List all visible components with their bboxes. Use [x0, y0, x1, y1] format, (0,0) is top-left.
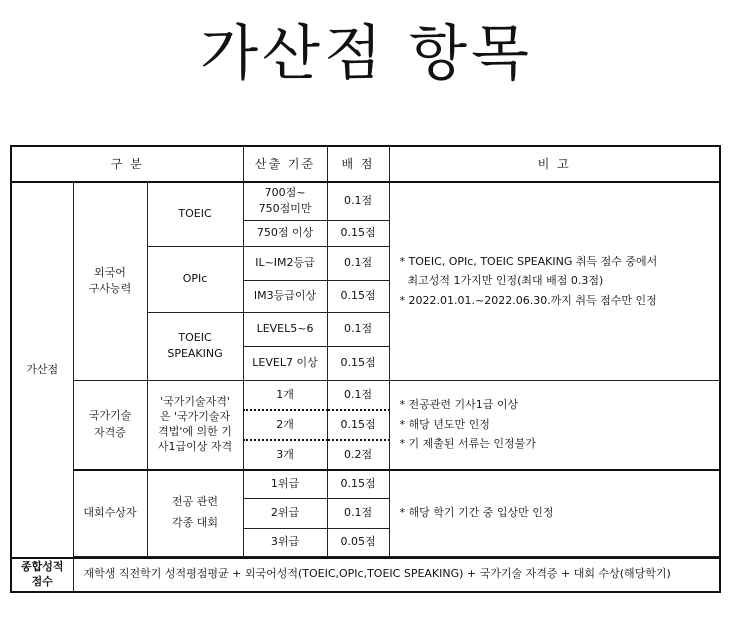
bonus-points-table: [10, 145, 721, 593]
national-desc: '국가기술자격' 은 '국가기술자 격법'에 의한 기 사1급이상 자격: [147, 380, 243, 470]
national-notes: [389, 380, 720, 470]
award-desc: 전공 관련 각종 대회: [147, 470, 243, 556]
criteria-cell: LEVEL5~6: [243, 312, 327, 346]
page-title: 가산점 항목: [200, 19, 533, 89]
points-cell: 0.15점: [327, 470, 389, 498]
note-line: * 2022.01.01.~2022.06.30.까지 취득 점수만 인정: [399, 293, 657, 307]
note-line: * 전공관련 기사1급 이상: [399, 398, 519, 411]
award-notes: [389, 470, 720, 556]
test-name: TOEIC: [147, 182, 243, 246]
points-cell: 0.2점: [327, 440, 389, 470]
criteria-cell: 3개: [243, 440, 327, 470]
points-cell: 0.1점: [327, 246, 389, 280]
note-line: * 해당 학기 기간 중 입상만 인정: [399, 506, 554, 519]
summary-text: 재학생 직전학기 성적평점평균 + 외국어성적(TOEIC,OPIc,TOEIC SPEAKING) + 국가기술 자격증 + 대회 수상(해당학기): [73, 558, 720, 592]
criteria-cell: 1위급: [243, 470, 327, 498]
language-label: 외국어 구사능력: [73, 182, 147, 380]
note-line: * TOEIC, OPIc, TOEIC SPEAKING 취득 점수 중에서: [399, 254, 658, 268]
criteria-cell: 2개: [243, 410, 327, 440]
criteria-cell: 1개: [243, 380, 327, 410]
header-row: [11, 146, 720, 182]
criteria-cell: 2위급: [243, 498, 327, 528]
criteria-cell: IL~IM2등급: [243, 246, 327, 280]
summary-label: 종합성적 점수: [11, 558, 73, 592]
note-line: * 해당 년도만 인정: [399, 417, 490, 431]
header-criteria: 산출 기준: [243, 146, 327, 182]
points-cell: 0.05점: [327, 528, 389, 556]
language-notes: [389, 182, 720, 380]
points-cell: 0.1점: [327, 312, 389, 346]
summary-row: [11, 558, 720, 592]
criteria-cell: 3위급: [243, 528, 327, 556]
header-category: 구 분: [11, 146, 243, 182]
test-name: OPIc: [147, 246, 243, 312]
test-name: TOEIC SPEAKING: [147, 312, 243, 380]
header-points: 배 점: [327, 146, 389, 182]
table-row: [11, 380, 720, 410]
criteria-cell: IM3등급이상: [243, 280, 327, 312]
table-row: [11, 470, 720, 498]
points-cell: 0.1점: [327, 498, 389, 528]
points-cell: 0.1점: [327, 182, 389, 220]
note-line: 최고성적 1가지만 인정(최대 배점 0.3점): [407, 274, 604, 287]
note-line: * 기 제출된 서류는 인정불가: [399, 437, 536, 450]
criteria-cell: LEVEL7 이상: [243, 346, 327, 380]
header-remarks: 비 고: [389, 146, 720, 182]
criteria-cell: 750점 이상: [243, 220, 327, 246]
points-cell: 0.15점: [327, 280, 389, 312]
points-cell: 0.1점: [327, 380, 389, 410]
points-cell: 0.15점: [327, 220, 389, 246]
table-row: [11, 182, 720, 220]
points-cell: 0.15점: [327, 346, 389, 380]
group-label: 가산점: [11, 182, 73, 558]
criteria-cell: 700점~ 750점미만: [243, 182, 327, 220]
award-label: 대회수상자: [73, 470, 147, 556]
national-label: 국가기술 자격증: [73, 380, 147, 470]
points-cell: 0.15점: [327, 410, 389, 440]
